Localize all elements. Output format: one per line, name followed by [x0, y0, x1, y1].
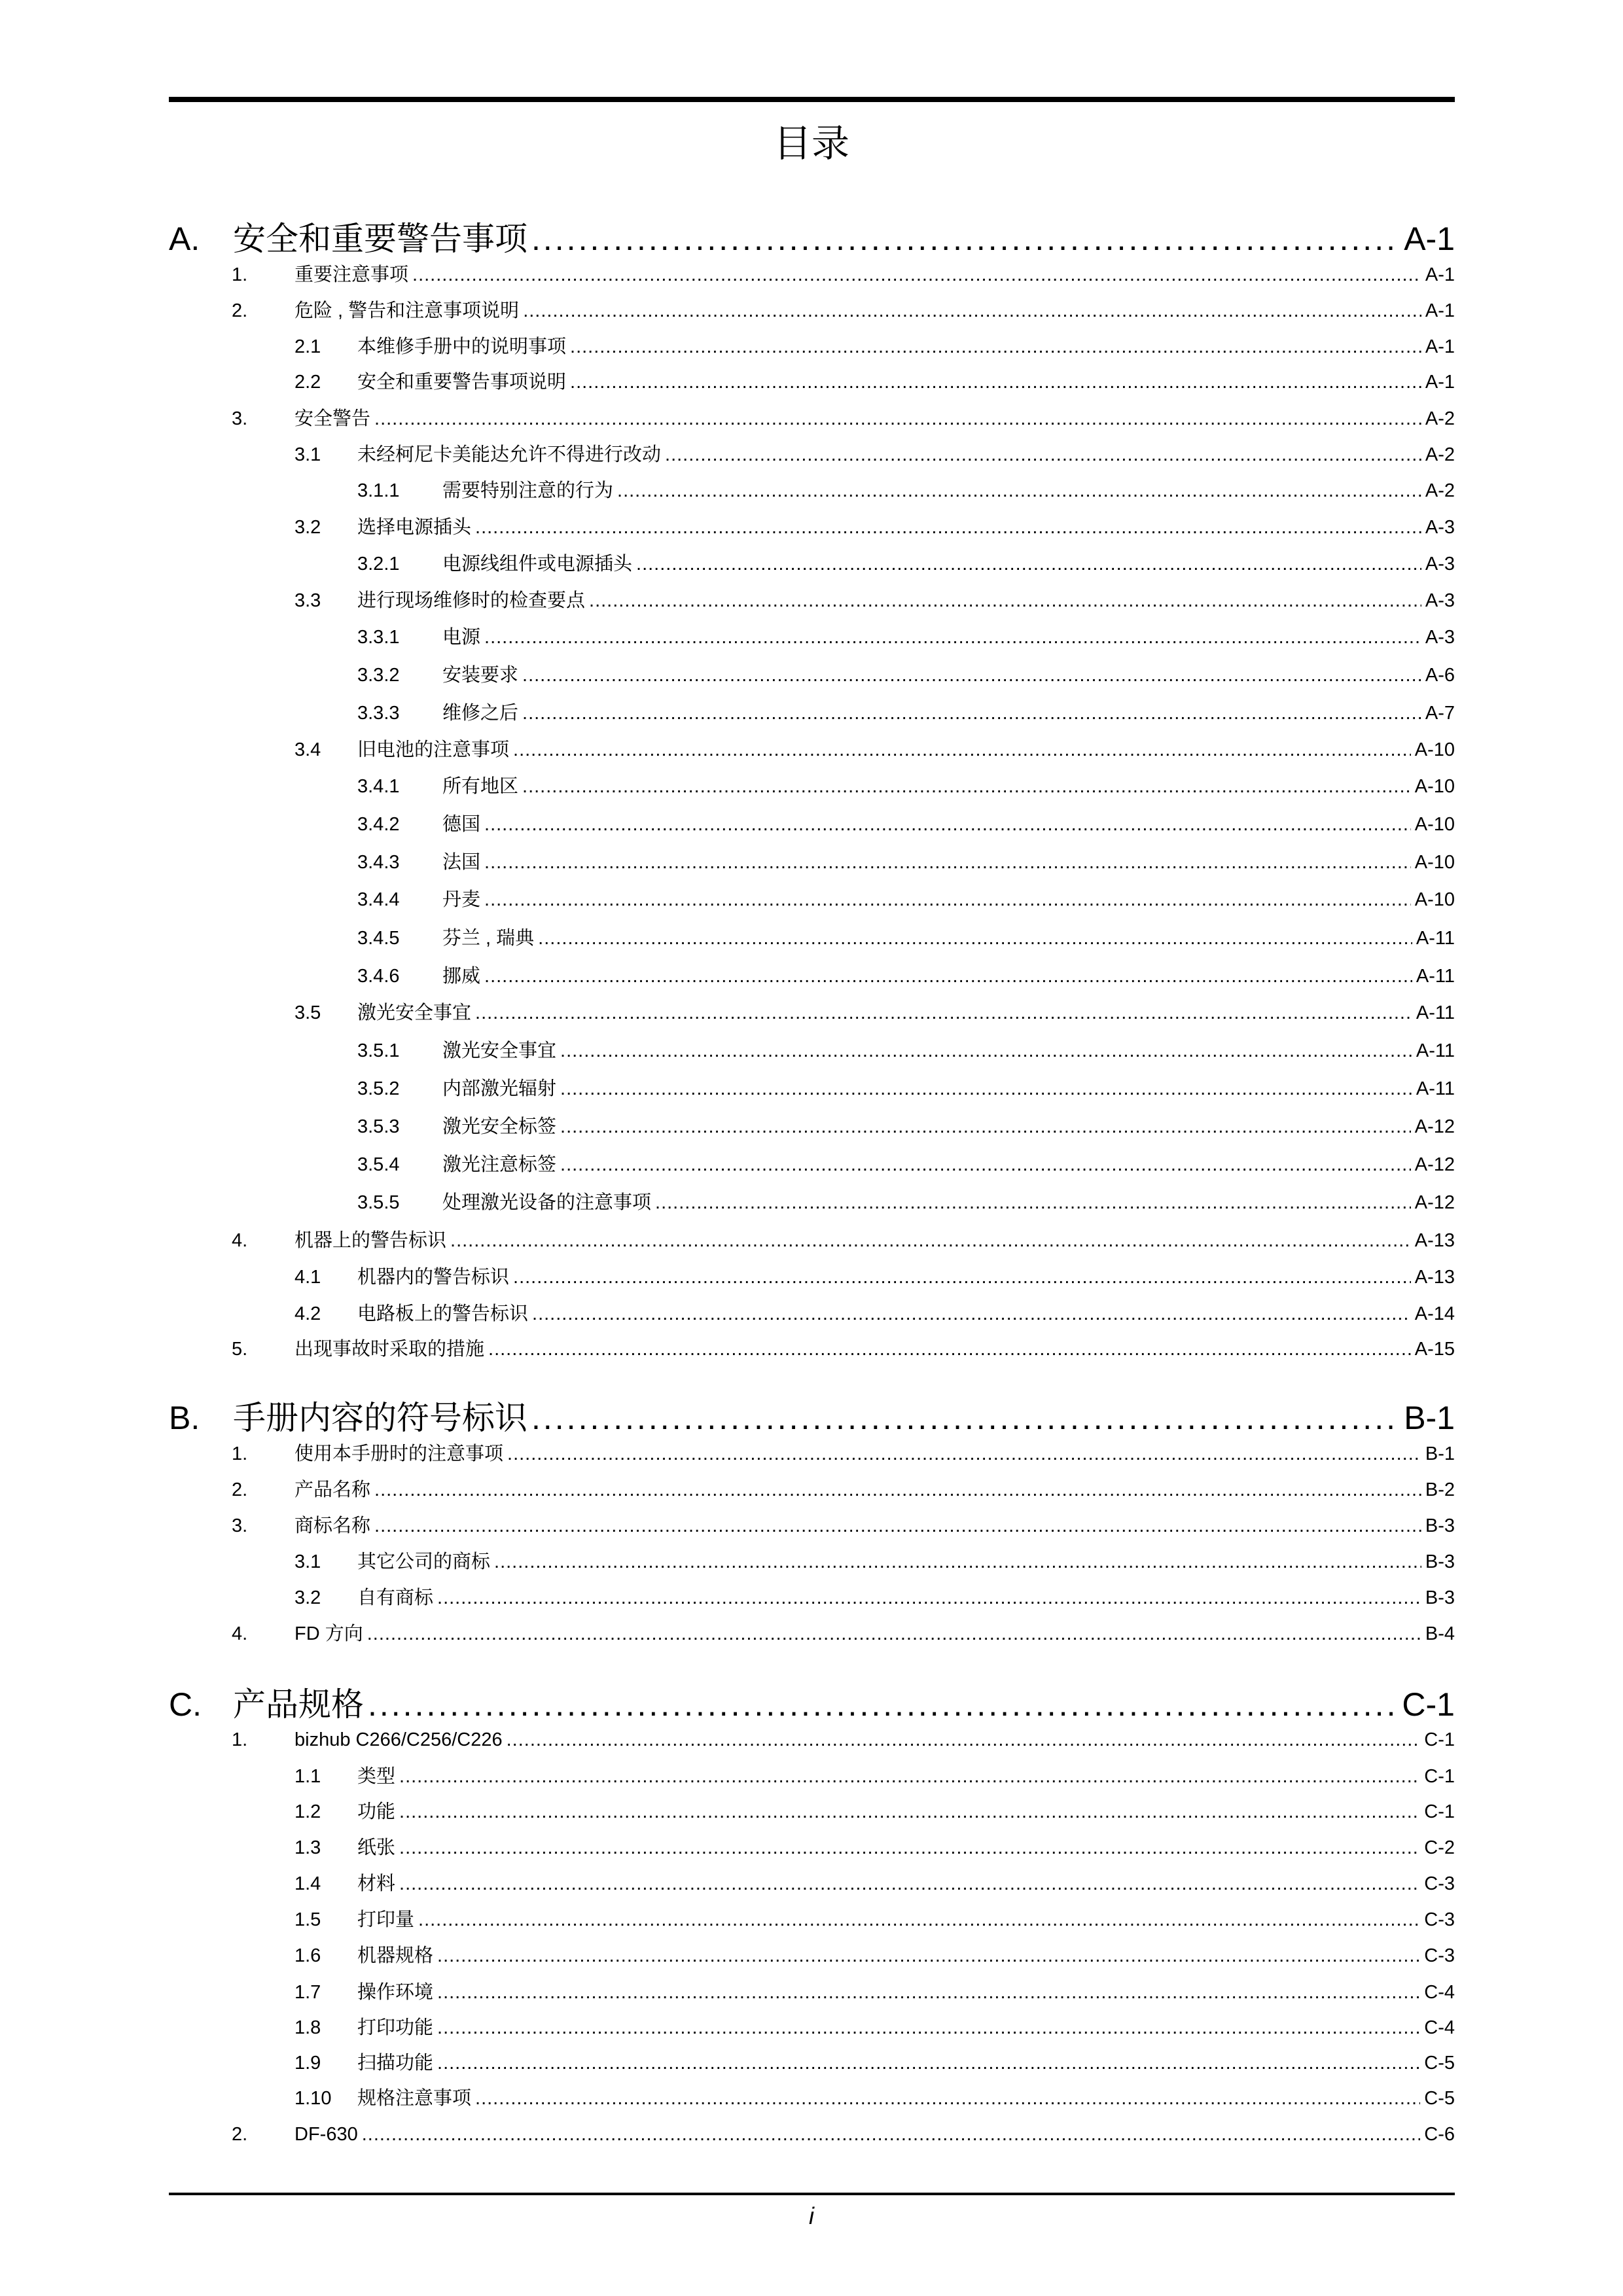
toc-dot-leader — [488, 1335, 1411, 1364]
toc-dot-leader — [399, 1797, 1420, 1826]
toc-entry-page: A-11 — [1416, 1078, 1455, 1099]
toc-entry[interactable] — [169, 1188, 1455, 1217]
toc-dot-leader — [513, 735, 1411, 764]
toc-entry-number: 3.3.2 — [357, 665, 400, 686]
toc-entry[interactable] — [169, 476, 1455, 505]
toc-entry-number: 3.4.2 — [357, 814, 400, 835]
toc-entry-title: 安全警告 — [294, 408, 371, 429]
toc-dot-leader — [560, 1150, 1411, 1179]
toc-entry-number: 4. — [232, 1230, 248, 1251]
toc-entry[interactable] — [169, 404, 1455, 433]
toc-entry-number: 1. — [232, 1443, 248, 1464]
toc-entry-number: 3.1.1 — [357, 480, 400, 501]
toc-dot-leader — [437, 1941, 1420, 1970]
toc-entry-title: 安装要求 — [442, 665, 519, 686]
toc-entry-title: 规格注意事项 — [357, 2088, 472, 2109]
toc-entry-title: 电源线组件或电源插头 — [442, 554, 633, 574]
top-rule — [169, 97, 1455, 102]
toc-entry-title: 进行现场维修时的检查要点 — [357, 590, 586, 611]
toc-dot-leader — [655, 1188, 1411, 1217]
toc-entry-page: A-10 — [1414, 889, 1455, 910]
toc-entry-title: DF-630 — [294, 2124, 358, 2145]
toc-dot-leader — [368, 1682, 1398, 1727]
toc-entry-number: B. — [169, 1400, 200, 1436]
toc-entry-number: 2. — [232, 1479, 248, 1500]
toc-entry-number: 3.2 — [294, 517, 321, 538]
toc-entry-number: 3.4 — [294, 739, 321, 760]
toc-entry-number: 3.1 — [294, 444, 321, 465]
toc-dot-leader — [475, 513, 1421, 542]
toc-entry[interactable] — [169, 1226, 1455, 1255]
bottom-rule — [169, 2193, 1455, 2195]
toc-dot-leader — [522, 772, 1411, 801]
toc-entry[interactable] — [169, 440, 1455, 469]
toc-dot-leader — [513, 1263, 1411, 1292]
toc-dot-leader — [484, 848, 1411, 877]
toc-entry-number: 3.5.4 — [357, 1154, 400, 1175]
toc-entry-number: 1.10 — [294, 2088, 332, 2109]
toc-entry[interactable] — [169, 1074, 1455, 1103]
toc-entry-title: 法国 — [442, 852, 481, 873]
toc-entry-title: 挪威 — [442, 966, 481, 987]
toc-entry-number: 1.1 — [294, 1766, 321, 1787]
toc-entry-number: 1.8 — [294, 2017, 321, 2038]
toc-entry-title: 功能 — [357, 1801, 396, 1822]
toc-entry-page: A-6 — [1425, 665, 1455, 686]
toc-entry-number: A. — [169, 221, 200, 257]
toc-entry[interactable] — [169, 735, 1455, 764]
toc-entry-page: C-3 — [1424, 1873, 1455, 1894]
toc-entry[interactable] — [169, 1547, 1455, 1576]
toc-entry-title: 机器内的警告标识 — [357, 1267, 510, 1288]
toc-entry-title: 激光安全事宜 — [442, 1040, 557, 1061]
toc-entry-title: 所有地区 — [442, 776, 519, 797]
toc-entry-title: bizhub C266/C256/C226 — [294, 1729, 503, 1750]
toc-entry-page: A-13 — [1414, 1267, 1455, 1288]
toc-dot-leader — [522, 661, 1421, 690]
page-number: i — [809, 2202, 814, 2229]
toc-entry[interactable] — [169, 924, 1455, 953]
toc-entry[interactable] — [169, 1150, 1455, 1179]
toc-entry[interactable] — [169, 1941, 1455, 1970]
toc-entry-page: A-1 — [1425, 300, 1455, 321]
toc-entry-number: 4. — [232, 1623, 248, 1644]
toc-dot-leader — [367, 1619, 1421, 1648]
toc-entry-number: 3.4.6 — [357, 966, 400, 987]
toc-entry-page: C-2 — [1424, 1837, 1455, 1858]
toc-entry-title: 激光注意标签 — [442, 1154, 557, 1175]
toc-entry-title: 打印功能 — [357, 2017, 434, 2038]
toc-entry-page: A-10 — [1414, 814, 1455, 835]
toc-entry[interactable] — [169, 550, 1455, 578]
toc-entry-number: 1.3 — [294, 1837, 321, 1858]
toc-entry[interactable] — [169, 260, 1455, 289]
toc-entry-page: A-7 — [1425, 703, 1455, 724]
toc-entry-title: 使用本手册时的注意事项 — [294, 1443, 504, 1464]
toc-entry[interactable] — [169, 661, 1455, 690]
toc-entry[interactable] — [169, 1299, 1455, 1328]
toc-entry-page: A-3 — [1425, 517, 1455, 538]
toc-entry[interactable] — [169, 848, 1455, 877]
toc-entry-page: A-13 — [1414, 1230, 1455, 1251]
toc-entry-page: A-11 — [1416, 1040, 1455, 1061]
toc-entry-title: 扫描功能 — [357, 2053, 434, 2074]
toc-entry-number: C. — [169, 1686, 202, 1723]
toc-entry-title: 芬兰 , 瑞典 — [442, 928, 535, 949]
toc-entry-page: A-12 — [1414, 1116, 1455, 1137]
toc-entry[interactable] — [169, 1263, 1455, 1292]
toc-dot-leader — [589, 586, 1421, 615]
toc-entry-title: 产品规格 — [233, 1686, 364, 1723]
toc-entry-title: 需要特别注意的行为 — [442, 480, 614, 501]
toc-entry-page: B-1 — [1404, 1400, 1455, 1436]
toc-entry-number: 1. — [232, 264, 248, 285]
toc-entry-page: A-11 — [1416, 1002, 1455, 1023]
toc-entry-page: C-1 — [1402, 1686, 1455, 1723]
toc-dot-leader — [507, 1439, 1421, 1468]
toc-entry-number: 2. — [232, 2124, 248, 2145]
toc-entry-number: 3.3 — [294, 590, 321, 611]
toc-entry-title: 商标名称 — [294, 1515, 371, 1536]
toc-entry-title: 未经柯尼卡美能达允许不得进行改动 — [357, 444, 662, 465]
toc-dot-leader — [560, 1112, 1411, 1141]
toc-entry-number: 2. — [232, 300, 248, 321]
toc-entry[interactable] — [169, 1797, 1455, 1826]
toc-entry-number: 5. — [232, 1339, 248, 1360]
toc-entry-number: 1.7 — [294, 1982, 321, 2003]
toc-entry-title: 材料 — [357, 1873, 396, 1894]
toc-entry[interactable] — [169, 772, 1455, 801]
toc-dot-leader — [617, 476, 1421, 505]
toc-dot-leader — [437, 1583, 1421, 1612]
toc-entry[interactable] — [169, 962, 1455, 991]
toc-entry-page: A-2 — [1425, 480, 1455, 501]
toc-entry[interactable] — [169, 1036, 1455, 1065]
toc-entry-title: 操作环境 — [357, 1982, 434, 2003]
toc-entry[interactable] — [169, 513, 1455, 542]
toc-entry-number: 3.2.1 — [357, 554, 400, 574]
toc-dot-leader — [560, 1074, 1412, 1103]
toc-entry-page: B-3 — [1425, 1551, 1455, 1572]
toc-entry-page: A-14 — [1414, 1303, 1455, 1324]
toc-entry-page: A-1 — [1425, 336, 1455, 357]
toc-entry-page: C-1 — [1424, 1766, 1455, 1787]
toc-entry-page: C-4 — [1424, 1982, 1455, 2003]
toc-entry-title: 丹麦 — [442, 889, 481, 910]
toc-entry-number: 3.4.4 — [357, 889, 400, 910]
toc-chapter-entry[interactable] — [169, 1395, 1455, 1441]
toc-entry-title: 重要注意事项 — [294, 264, 409, 285]
toc-entry[interactable] — [169, 2120, 1455, 2149]
toc-entry-page: A-10 — [1414, 776, 1455, 797]
toc-dot-leader — [437, 1978, 1420, 2007]
toc-dot-leader — [532, 1299, 1411, 1328]
toc-dot-leader — [523, 296, 1421, 325]
toc-entry-title: 处理激光设备的注意事项 — [442, 1192, 652, 1213]
toc-chapter-entry[interactable] — [169, 1682, 1455, 1727]
toc-entry[interactable] — [169, 1475, 1455, 1504]
toc-chapter-entry[interactable] — [169, 216, 1455, 262]
toc-entry[interactable] — [169, 296, 1455, 325]
toc-entry-title: 旧电池的注意事项 — [357, 739, 510, 760]
toc-entry-page: A-11 — [1416, 966, 1455, 987]
toc-entry[interactable] — [169, 1335, 1455, 1364]
toc-dot-leader — [484, 810, 1411, 839]
toc-entry-number: 1.6 — [294, 1945, 321, 1966]
toc-entry[interactable] — [169, 1619, 1455, 1648]
toc-entry-number: 1.4 — [294, 1873, 321, 1894]
toc-dot-leader — [362, 2120, 1421, 2149]
toc-entry[interactable] — [169, 885, 1455, 914]
toc-dot-leader — [399, 1869, 1420, 1898]
toc-entry[interactable] — [169, 1869, 1455, 1898]
toc-dot-leader — [450, 1226, 1411, 1255]
toc-entry-number: 3.5.3 — [357, 1116, 400, 1137]
toc-dot-leader — [665, 440, 1421, 469]
toc-entry-title: 本维修手册中的说明事项 — [357, 336, 567, 357]
toc-entry-page: B-3 — [1425, 1587, 1455, 1608]
toc-entry[interactable] — [169, 1905, 1455, 1934]
toc-dot-leader — [437, 2049, 1420, 2077]
toc-entry-title: 内部激光辐射 — [442, 1078, 557, 1099]
toc-entry-page: A-12 — [1414, 1154, 1455, 1175]
toc-entry-title: FD 方向 — [294, 1623, 363, 1644]
toc-entry-title: 选择电源插头 — [357, 517, 472, 538]
toc-entry-page: A-10 — [1414, 739, 1455, 760]
toc-entry-page: C-3 — [1424, 1945, 1455, 1966]
toc-dot-leader — [412, 260, 1421, 289]
toc-entry-number: 1.5 — [294, 1909, 321, 1930]
toc-entry-page: A-2 — [1425, 444, 1455, 465]
toc-dot-leader — [475, 998, 1412, 1027]
toc-dot-leader — [399, 1762, 1420, 1791]
toc-dot-leader — [475, 2084, 1420, 2113]
toc-entry-page: C-1 — [1424, 1801, 1455, 1822]
toc-entry-page: A-1 — [1425, 264, 1455, 285]
toc-entry[interactable] — [169, 623, 1455, 652]
toc-entry-number: 3.4.1 — [357, 776, 400, 797]
toc-dot-leader — [531, 216, 1400, 262]
toc-entry-title: 电路板上的警告标识 — [357, 1303, 529, 1324]
toc-entry[interactable] — [169, 1583, 1455, 1612]
toc-entry-page: B-1 — [1425, 1443, 1455, 1464]
toc-dot-leader — [636, 550, 1421, 578]
toc-entry[interactable] — [169, 368, 1455, 397]
toc-entry-number: 3.4.5 — [357, 928, 400, 949]
toc-entry-title: 德国 — [442, 814, 481, 835]
toc-entry[interactable] — [169, 699, 1455, 728]
toc-entry-title: 纸张 — [357, 1837, 396, 1858]
toc-entry[interactable] — [169, 1725, 1455, 1754]
toc-entry-number: 3.5.1 — [357, 1040, 400, 1061]
toc-entry-number: 3.1 — [294, 1551, 321, 1572]
toc-dot-leader — [484, 623, 1421, 652]
toc-entry-number: 3.5 — [294, 1002, 321, 1023]
toc-entry-page: A-15 — [1414, 1339, 1455, 1360]
toc-entry-page: B-2 — [1425, 1479, 1455, 1500]
toc-entry[interactable] — [169, 810, 1455, 839]
toc-entry-number: 4.1 — [294, 1267, 321, 1288]
toc-entry-page: C-4 — [1424, 2017, 1455, 2038]
toc-dot-leader — [484, 885, 1411, 914]
toc-entry[interactable] — [169, 1112, 1455, 1141]
toc-entry-number: 3. — [232, 408, 248, 429]
toc-entry-title: 维修之后 — [442, 703, 519, 724]
toc-entry-title: 手册内容的符号标识 — [233, 1400, 527, 1436]
toc-entry-page: C-6 — [1424, 2124, 1455, 2145]
toc-entry-page: A-10 — [1414, 852, 1455, 873]
toc-entry[interactable] — [169, 2049, 1455, 2077]
toc-entry-page: C-5 — [1424, 2088, 1455, 2109]
toc-entry-number: 1.2 — [294, 1801, 321, 1822]
toc-entry-page: A-3 — [1425, 554, 1455, 574]
toc-dot-leader — [494, 1547, 1421, 1576]
toc-entry[interactable] — [169, 1511, 1455, 1540]
toc-entry-title: 产品名称 — [294, 1479, 371, 1500]
toc-entry[interactable] — [169, 998, 1455, 1027]
toc-entry-number: 1. — [232, 1729, 248, 1750]
toc-entry-page: A-1 — [1404, 221, 1455, 257]
toc-entry-number: 3.2 — [294, 1587, 321, 1608]
toc-entry-page: C-1 — [1424, 1729, 1455, 1750]
toc-dot-leader — [374, 1475, 1421, 1504]
toc-entry-page: B-4 — [1425, 1623, 1455, 1644]
toc-entry-number: 2.1 — [294, 336, 321, 357]
toc-entry-title: 激光安全事宜 — [357, 1002, 472, 1023]
toc-entry[interactable] — [169, 1439, 1455, 1468]
toc-entry-number: 1.9 — [294, 2053, 321, 2074]
toc-entry-page: A-3 — [1425, 590, 1455, 611]
toc-entry-title: 其它公司的商标 — [357, 1551, 491, 1572]
toc-entry-number: 3.3.3 — [357, 703, 400, 724]
toc-dot-leader — [570, 332, 1421, 361]
toc-dot-leader — [484, 962, 1412, 991]
toc-entry-page: C-3 — [1424, 1909, 1455, 1930]
toc-entry-title: 危险 , 警告和注意事项说明 — [294, 300, 520, 321]
toc-dot-leader — [570, 368, 1421, 397]
toc-entry-number: 3.5.2 — [357, 1078, 400, 1099]
toc-entry-number: 3.4.3 — [357, 852, 400, 873]
toc-entry-title: 安全和重要警告事项 — [233, 221, 527, 257]
toc-entry-title: 激光安全标签 — [442, 1116, 557, 1137]
toc-entry-title: 机器规格 — [357, 1945, 434, 1966]
toc-entry-title: 电源 — [442, 627, 481, 648]
toc-entry-number: 4.2 — [294, 1303, 321, 1324]
toc-entry[interactable] — [169, 1833, 1455, 1862]
toc-dot-leader — [374, 1511, 1421, 1540]
toc-entry-title: 打印量 — [357, 1909, 415, 1930]
toc-dot-leader — [399, 1833, 1420, 1862]
toc-entry-page: A-11 — [1416, 928, 1455, 949]
toc-entry-title: 机器上的警告标识 — [294, 1230, 447, 1251]
toc-entry-number: 3.3.1 — [357, 627, 400, 648]
toc-dot-leader — [560, 1036, 1412, 1065]
toc-dot-leader — [522, 699, 1421, 728]
toc-dot-leader — [507, 1725, 1421, 1754]
toc-entry-title: 出现事故时采取的措施 — [294, 1339, 485, 1360]
toc-entry-page: A-3 — [1425, 627, 1455, 648]
page-title: 目录 — [773, 122, 849, 165]
toc-entry-page: A-2 — [1425, 408, 1455, 429]
toc-dot-leader — [418, 1905, 1420, 1934]
toc-dot-leader — [437, 2013, 1420, 2042]
toc-entry[interactable] — [169, 586, 1455, 615]
toc-entry[interactable] — [169, 332, 1455, 361]
toc-entry[interactable] — [169, 1978, 1455, 2007]
toc-entry-title: 类型 — [357, 1766, 396, 1787]
toc-entry-page: C-5 — [1424, 2053, 1455, 2074]
toc-dot-leader — [531, 1395, 1400, 1441]
toc-entry-page: A-12 — [1414, 1192, 1455, 1213]
toc-dot-leader — [538, 924, 1412, 953]
toc-entry-title: 自有商标 — [357, 1587, 434, 1608]
toc-entry-page: B-3 — [1425, 1515, 1455, 1536]
toc-dot-leader — [374, 404, 1421, 433]
toc-entry[interactable] — [169, 1762, 1455, 1791]
toc-entry[interactable] — [169, 2084, 1455, 2113]
toc-entry-number: 3. — [232, 1515, 248, 1536]
toc-entry[interactable] — [169, 2013, 1455, 2042]
toc-entry-title: 安全和重要警告事项说明 — [357, 372, 567, 393]
toc-entry-number: 2.2 — [294, 372, 321, 393]
toc-entry-page: A-1 — [1425, 372, 1455, 393]
toc-entry-number: 3.5.5 — [357, 1192, 400, 1213]
